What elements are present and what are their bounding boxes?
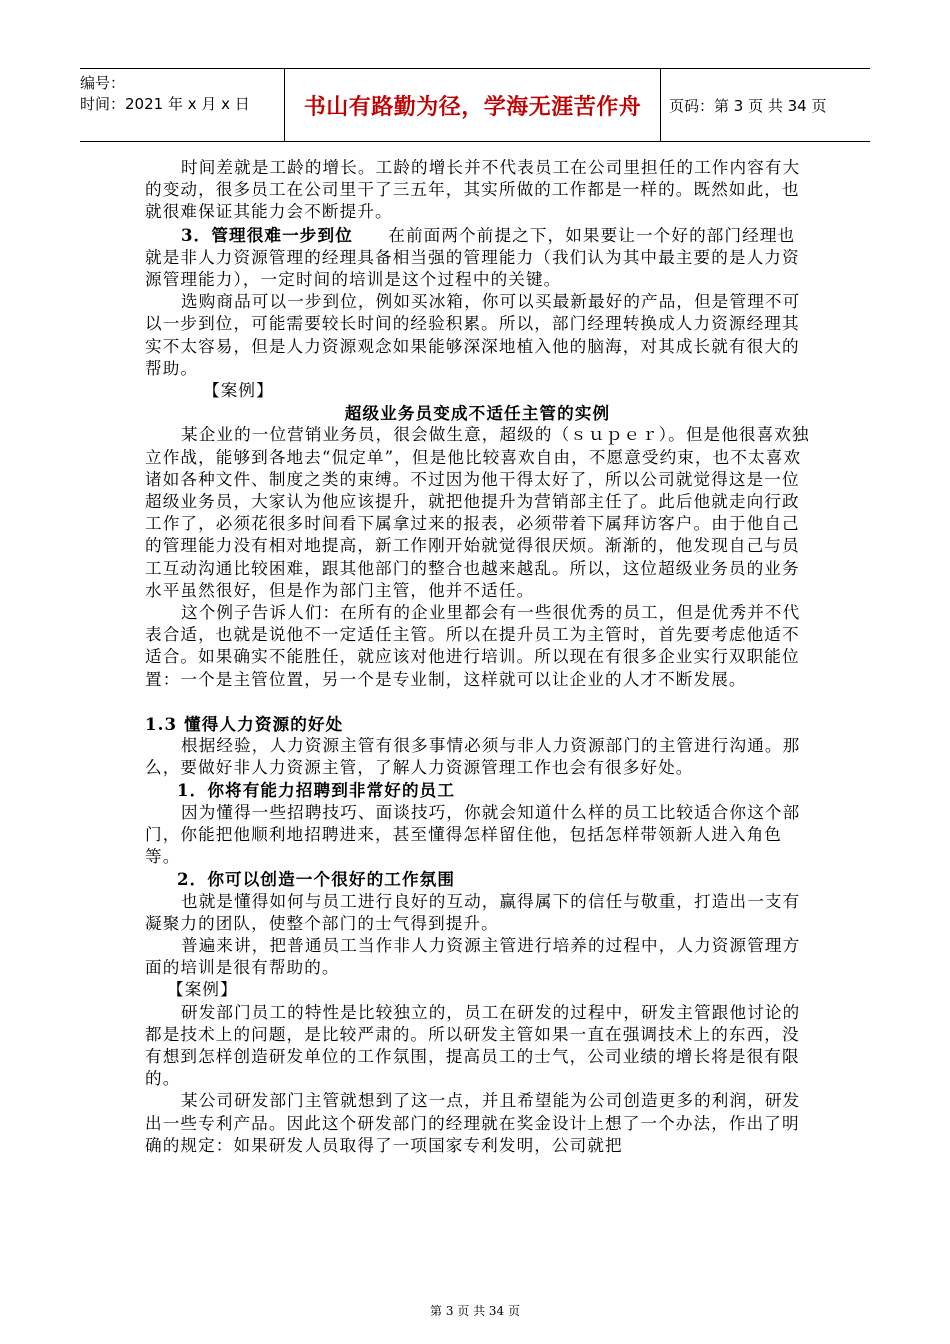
header-meta	[80, 69, 285, 141]
case-label: 【案例】	[167, 980, 238, 1000]
paragraph-with-heading	[145, 224, 810, 292]
paragraph: 因为懂得一些招聘技巧、面谈技巧，你就会知道什么样的员工比较适合你这个部门，你能把他顺利地招聘进来，甚至懂得怎样留住他，包括怎样带领新人进入角色等。	[145, 802, 801, 867]
header-page-info: 页码：第 3 页 共 34 页	[669, 96, 827, 115]
paragraph: 普遍来讲，把普通员工当作非人力资源主管进行培养的过程中，人力资源管理方面的培训是很有帮助的。	[145, 935, 801, 978]
paragraph: 这个例子告诉人们：在所有的企业里都会有一些很优秀的员工，但是优秀并不代表合适，也就是说他不一定适任主管。所以在提升员工为主管时，首先要考虑他适不适合。如果确实不能胜任，就应该对他进行培训。所以现在有很多企业实行双职能位置：一个是主管位置，另一个是专业制，这样就可以让企业的人才不断发展。	[145, 603, 801, 689]
header-number: 编号：	[80, 74, 126, 92]
section-title: 1.3 懂得人力资源的好处	[145, 713, 344, 734]
paragraph: 根据经验，人力资源主管有很多事情必须与非人力资源部门的主管进行沟通。那么，要做好非人力资源主管，了解人力资源管理工作也会有很多好处。	[145, 736, 801, 778]
paragraph: 研发部门员工的特性是比较独立的，员工在研发的过程中，研发主管跟他讨论的都是技术上的问题，是比较严肃的。所以研发主管如果一直在强调技术上的东西，没有想到怎样创造研发单位的工作氛围，提高员工的士气，公司业绩的增长将是很有限的。	[145, 1002, 801, 1089]
subheading: 1．你将有能力招聘到非常好的员工	[177, 780, 456, 801]
document-body	[145, 157, 810, 1157]
paragraph: 也就是懂得如何与员工进行良好的互动，赢得属下的信任与敬重，打造出一支有凝聚力的团队，使整个部门的士气得到提升。	[145, 891, 801, 933]
header-time: 时间：2021 年 x 月 x 日	[80, 95, 250, 113]
paragraph: 选购商品可以一步到位，例如买冰箱，你可以买最新最好的产品，但是管理不可以一步到位，可能需要较长时间的经验积累。所以，部门经理转换成人力资源经理其实不太容易，但是人力资源观念如果能够深深地植入他的脑海，对其成长就有很大的帮助。	[145, 292, 801, 378]
case-label: 【案例】	[203, 381, 274, 401]
page-footer: 第 3 页 共 34 页	[430, 1304, 520, 1318]
paragraph: 时间差就是工龄的增长。工龄的增长并不代表员工在公司里担任的工作内容有大的变动，很多员工在公司里干了三五年，其实所做的工作都是一样的。既然如此，也就很难保证其能力会不断提升。	[145, 158, 801, 222]
paragraph: 某企业的一位营销业务员，很会做生意，超级的（ｓｕｐｅｒ）。但是他很喜欢独立作战，能够到各地去“侃定单”，但是他比较喜欢自由，不愿意受约束，也不太喜欢诸如各种文件、制度之类的束缚。不过因为他干得太好了，所以公司就觉得这是一位超级业务员，大家认为他应该提升，就把他提升为营销部主任了。此后他就走向行政工作了，必须花很多时间看下属拿过来的报表，必须带着下属拜访客户。由于他自己的管理能力没有相对地提高，新工作刚开始就觉得很厌烦。渐渐的，他发现自己与员工互动沟通比较困难，跟其他部门的整合也越来越乱。所以，这位超级业务员的业务水平虽然很好，但是作为部门主管，他并不适任。	[145, 425, 810, 600]
header-slogan: 书山有路勤为径，学海无涯苦作舟	[285, 69, 661, 141]
blank-line	[145, 691, 810, 713]
paragraph-text: 在前面两个前提之下，如果要让一个好的部门经理也就是非人力资源管理的经理具备相当强的管理能力（我们认为其中最主要的是人力资源管理能力），一定时间的培训是这个过程中的关键。	[145, 225, 800, 290]
subheading: 2．你可以创造一个很好的工作氛围	[177, 869, 456, 890]
page-header	[80, 68, 870, 142]
inline-heading: 3．管理很难一步到位	[181, 224, 353, 245]
paragraph: 某公司研发部门主管就想到了这一点，并且希望能为公司创造更多的利润，研发出一些专利产品。因此这个研发部门的经理就在奖金设计上想了一个办法，作出了明确的规定：如果研发人员取得了一项国家专利发明，公司就把	[145, 1091, 801, 1155]
case-title: 超级业务员变成不适任主管的实例	[344, 403, 611, 424]
